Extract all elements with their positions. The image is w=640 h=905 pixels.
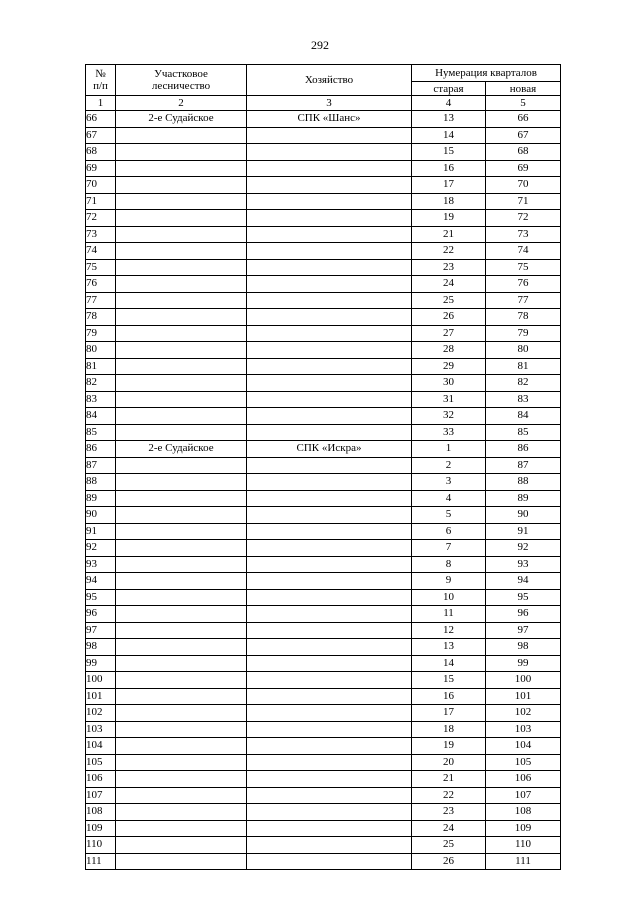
table-row: [86, 622, 561, 639]
row-number-cell: 88: [86, 474, 116, 491]
row-number-cell: 71: [86, 193, 116, 210]
new-quarter-cell: 103: [486, 721, 561, 738]
forestry-cell: [116, 474, 247, 491]
forestry-cell: [116, 408, 247, 425]
row-number-cell: 90: [86, 507, 116, 524]
new-quarter-cell: 92: [486, 540, 561, 557]
farm-cell: [247, 573, 412, 590]
forestry-cell: [116, 705, 247, 722]
forestry-cell: [116, 639, 247, 656]
farm-cell: [247, 721, 412, 738]
farm-cell: [247, 259, 412, 276]
row-number-cell: 78: [86, 309, 116, 326]
row-number-cell: 111: [86, 853, 116, 870]
farm-cell: [247, 127, 412, 144]
forestry-cell: [116, 556, 247, 573]
farm-cell: [247, 226, 412, 243]
table-row: [86, 507, 561, 524]
row-number-cell: 104: [86, 738, 116, 755]
row-number-cell: 81: [86, 358, 116, 375]
table-row: [86, 672, 561, 689]
old-quarter-cell: 1: [412, 441, 486, 458]
new-quarter-cell: 87: [486, 457, 561, 474]
farm-cell: [247, 474, 412, 491]
new-quarter-cell: 77: [486, 292, 561, 309]
farm-cell: [247, 606, 412, 623]
row-number-cell: 102: [86, 705, 116, 722]
old-quarter-cell: 23: [412, 804, 486, 821]
farm-cell: СПК «Шанс»: [247, 111, 412, 128]
new-quarter-cell: 111: [486, 853, 561, 870]
forestry-cell: [116, 606, 247, 623]
old-quarter-cell: 26: [412, 853, 486, 870]
row-number-cell: 67: [86, 127, 116, 144]
column-number: 2: [116, 96, 247, 111]
new-quarter-cell: 95: [486, 589, 561, 606]
farm-cell: [247, 391, 412, 408]
row-number-cell: 85: [86, 424, 116, 441]
farm-cell: [247, 342, 412, 359]
table-row: [86, 177, 561, 194]
header-numbering: Нумерация кварталов: [412, 65, 561, 82]
row-number-cell: 86: [86, 441, 116, 458]
new-quarter-cell: 90: [486, 507, 561, 524]
new-quarter-cell: 72: [486, 210, 561, 227]
old-quarter-cell: 6: [412, 523, 486, 540]
table-row: [86, 259, 561, 276]
table-row: [86, 424, 561, 441]
farm-cell: [247, 705, 412, 722]
table-row: [86, 820, 561, 837]
forestry-cell: [116, 523, 247, 540]
farm-cell: [247, 292, 412, 309]
row-number-cell: 99: [86, 655, 116, 672]
table-row: [86, 210, 561, 227]
new-quarter-cell: 100: [486, 672, 561, 689]
new-quarter-cell: 70: [486, 177, 561, 194]
old-quarter-cell: 2: [412, 457, 486, 474]
old-quarter-cell: 10: [412, 589, 486, 606]
old-quarter-cell: 24: [412, 276, 486, 293]
row-number-cell: 98: [86, 639, 116, 656]
forestry-cell: [116, 177, 247, 194]
old-quarter-cell: 11: [412, 606, 486, 623]
new-quarter-cell: 91: [486, 523, 561, 540]
table-row: [86, 754, 561, 771]
header-forestry: [116, 65, 247, 96]
new-quarter-cell: 81: [486, 358, 561, 375]
row-number-cell: 74: [86, 243, 116, 260]
table-row: [86, 358, 561, 375]
table-row: [86, 226, 561, 243]
old-quarter-cell: 3: [412, 474, 486, 491]
forestry-cell: [116, 259, 247, 276]
table-row: [86, 705, 561, 722]
old-quarter-cell: 22: [412, 787, 486, 804]
old-quarter-cell: 8: [412, 556, 486, 573]
new-quarter-cell: 68: [486, 144, 561, 161]
forestry-cell: [116, 738, 247, 755]
forestry-cell: [116, 210, 247, 227]
farm-cell: [247, 622, 412, 639]
old-quarter-cell: 13: [412, 639, 486, 656]
row-number-cell: 80: [86, 342, 116, 359]
farm-cell: [247, 325, 412, 342]
old-quarter-cell: 27: [412, 325, 486, 342]
table-row: [86, 804, 561, 821]
forestry-cell: [116, 540, 247, 557]
forestry-cell: [116, 325, 247, 342]
table-row: [86, 127, 561, 144]
farm-cell: [247, 639, 412, 656]
forestry-cell: [116, 853, 247, 870]
farm-cell: [247, 375, 412, 392]
farm-cell: [247, 655, 412, 672]
header-forestry-line1: Участковое: [154, 68, 208, 80]
row-number-cell: 101: [86, 688, 116, 705]
old-quarter-cell: 7: [412, 540, 486, 557]
forestry-cell: [116, 226, 247, 243]
new-quarter-cell: 88: [486, 474, 561, 491]
forest-quarter-table: [85, 64, 561, 870]
table-row: [86, 144, 561, 161]
table-body: [86, 111, 561, 870]
forestry-cell: [116, 507, 247, 524]
forestry-cell: [116, 622, 247, 639]
table-row: [86, 276, 561, 293]
farm-cell: [247, 144, 412, 161]
forestry-cell: [116, 457, 247, 474]
row-number-cell: 96: [86, 606, 116, 623]
old-quarter-cell: 22: [412, 243, 486, 260]
old-quarter-cell: 25: [412, 837, 486, 854]
forestry-cell: [116, 160, 247, 177]
farm-cell: [247, 358, 412, 375]
row-number-cell: 95: [86, 589, 116, 606]
forestry-cell: [116, 672, 247, 689]
new-quarter-cell: 69: [486, 160, 561, 177]
new-quarter-cell: 84: [486, 408, 561, 425]
forestry-cell: 2-е Судайское: [116, 441, 247, 458]
farm-cell: [247, 672, 412, 689]
forestry-cell: [116, 771, 247, 788]
table-row: [86, 589, 561, 606]
table-row: [86, 490, 561, 507]
old-quarter-cell: 23: [412, 259, 486, 276]
table-row: [86, 639, 561, 656]
new-quarter-cell: 74: [486, 243, 561, 260]
old-quarter-cell: 30: [412, 375, 486, 392]
row-number-cell: 108: [86, 804, 116, 821]
farm-cell: [247, 408, 412, 425]
row-number-cell: 92: [86, 540, 116, 557]
new-quarter-cell: 83: [486, 391, 561, 408]
old-quarter-cell: 14: [412, 655, 486, 672]
farm-cell: СПК «Искра»: [247, 441, 412, 458]
old-quarter-cell: 26: [412, 309, 486, 326]
farm-cell: [247, 276, 412, 293]
table-row: [86, 325, 561, 342]
row-number-cell: 69: [86, 160, 116, 177]
old-quarter-cell: 15: [412, 144, 486, 161]
header-number-line2: п/п: [93, 80, 108, 92]
header-new: новая: [486, 82, 561, 96]
old-quarter-cell: 9: [412, 573, 486, 590]
row-number-cell: 75: [86, 259, 116, 276]
table-row: [86, 606, 561, 623]
row-number-cell: 82: [86, 375, 116, 392]
old-quarter-cell: 24: [412, 820, 486, 837]
farm-cell: [247, 820, 412, 837]
row-number-cell: 84: [86, 408, 116, 425]
forestry-cell: [116, 490, 247, 507]
old-quarter-cell: 12: [412, 622, 486, 639]
new-quarter-cell: 106: [486, 771, 561, 788]
row-number-cell: 83: [86, 391, 116, 408]
row-number-cell: 79: [86, 325, 116, 342]
table-row: [86, 441, 561, 458]
table-row: [86, 457, 561, 474]
row-number-cell: 105: [86, 754, 116, 771]
row-number-cell: 107: [86, 787, 116, 804]
old-quarter-cell: 29: [412, 358, 486, 375]
old-quarter-cell: 19: [412, 738, 486, 755]
header-forestry-line2: лесничество: [151, 80, 211, 92]
table-row: [86, 523, 561, 540]
new-quarter-cell: 94: [486, 573, 561, 590]
old-quarter-cell: 5: [412, 507, 486, 524]
forestry-cell: [116, 787, 247, 804]
forestry-cell: [116, 589, 247, 606]
farm-cell: [247, 507, 412, 524]
table-row: [86, 375, 561, 392]
farm-cell: [247, 457, 412, 474]
forestry-cell: [116, 309, 247, 326]
new-quarter-cell: 104: [486, 738, 561, 755]
table-row: [86, 243, 561, 260]
forestry-cell: [116, 804, 247, 821]
new-quarter-cell: 80: [486, 342, 561, 359]
forestry-cell: [116, 342, 247, 359]
header-number: [86, 65, 116, 96]
table-row: [86, 160, 561, 177]
old-quarter-cell: 20: [412, 754, 486, 771]
farm-cell: [247, 804, 412, 821]
forestry-cell: [116, 754, 247, 771]
column-number: 3: [247, 96, 412, 111]
table-row: [86, 787, 561, 804]
farm-cell: [247, 688, 412, 705]
old-quarter-cell: 4: [412, 490, 486, 507]
new-quarter-cell: 76: [486, 276, 561, 293]
row-number-cell: 110: [86, 837, 116, 854]
table-row: [86, 391, 561, 408]
old-quarter-cell: 21: [412, 226, 486, 243]
table-row: [86, 721, 561, 738]
new-quarter-cell: 96: [486, 606, 561, 623]
farm-cell: [247, 787, 412, 804]
header-old: старая: [412, 82, 486, 96]
new-quarter-cell: 79: [486, 325, 561, 342]
table-row: [86, 771, 561, 788]
new-quarter-cell: 73: [486, 226, 561, 243]
forestry-cell: [116, 243, 247, 260]
forestry-cell: [116, 655, 247, 672]
new-quarter-cell: 78: [486, 309, 561, 326]
forestry-cell: [116, 375, 247, 392]
farm-cell: [247, 160, 412, 177]
column-number: 1: [86, 96, 116, 111]
new-quarter-cell: 66: [486, 111, 561, 128]
forestry-cell: [116, 837, 247, 854]
new-quarter-cell: 82: [486, 375, 561, 392]
old-quarter-cell: 33: [412, 424, 486, 441]
new-quarter-cell: 97: [486, 622, 561, 639]
forestry-cell: 2-е Судайское: [116, 111, 247, 128]
column-number: 5: [486, 96, 561, 111]
forestry-cell: [116, 358, 247, 375]
old-quarter-cell: 21: [412, 771, 486, 788]
new-quarter-cell: 89: [486, 490, 561, 507]
farm-cell: [247, 853, 412, 870]
farm-cell: [247, 177, 412, 194]
old-quarter-cell: 18: [412, 193, 486, 210]
table-row: [86, 688, 561, 705]
table-row: [86, 474, 561, 491]
forestry-cell: [116, 391, 247, 408]
old-quarter-cell: 17: [412, 177, 486, 194]
column-number: 4: [412, 96, 486, 111]
old-quarter-cell: 31: [412, 391, 486, 408]
row-number-cell: 87: [86, 457, 116, 474]
farm-cell: [247, 771, 412, 788]
new-quarter-cell: 107: [486, 787, 561, 804]
farm-cell: [247, 424, 412, 441]
table-row: [86, 309, 561, 326]
forestry-cell: [116, 688, 247, 705]
farm-cell: [247, 540, 412, 557]
new-quarter-cell: 93: [486, 556, 561, 573]
farm-cell: [247, 523, 412, 540]
row-number-cell: 100: [86, 672, 116, 689]
new-quarter-cell: 108: [486, 804, 561, 821]
new-quarter-cell: 101: [486, 688, 561, 705]
page-number: 292: [311, 38, 329, 52]
new-quarter-cell: 102: [486, 705, 561, 722]
header-number-line1: №: [95, 68, 106, 80]
table-row: [86, 540, 561, 557]
row-number-cell: 89: [86, 490, 116, 507]
forestry-cell: [116, 292, 247, 309]
row-number-cell: 103: [86, 721, 116, 738]
old-quarter-cell: 18: [412, 721, 486, 738]
row-number-cell: 70: [86, 177, 116, 194]
new-quarter-cell: 109: [486, 820, 561, 837]
farm-cell: [247, 210, 412, 227]
forestry-cell: [116, 276, 247, 293]
table-row: [86, 853, 561, 870]
row-number-cell: 77: [86, 292, 116, 309]
forestry-cell: [116, 193, 247, 210]
farm-cell: [247, 738, 412, 755]
old-quarter-cell: 28: [412, 342, 486, 359]
table-row: [86, 837, 561, 854]
new-quarter-cell: 98: [486, 639, 561, 656]
table-row: [86, 655, 561, 672]
table-row: [86, 292, 561, 309]
old-quarter-cell: 17: [412, 705, 486, 722]
old-quarter-cell: 13: [412, 111, 486, 128]
new-quarter-cell: 71: [486, 193, 561, 210]
row-number-cell: 109: [86, 820, 116, 837]
old-quarter-cell: 32: [412, 408, 486, 425]
farm-cell: [247, 837, 412, 854]
old-quarter-cell: 16: [412, 160, 486, 177]
farm-cell: [247, 243, 412, 260]
table-row: [86, 193, 561, 210]
table-row: [86, 342, 561, 359]
new-quarter-cell: 86: [486, 441, 561, 458]
forestry-cell: [116, 127, 247, 144]
table-row: [86, 738, 561, 755]
table-row: [86, 111, 561, 128]
old-quarter-cell: 15: [412, 672, 486, 689]
forestry-cell: [116, 424, 247, 441]
table-row: [86, 408, 561, 425]
row-number-cell: 72: [86, 210, 116, 227]
table-row: [86, 556, 561, 573]
row-number-cell: 66: [86, 111, 116, 128]
old-quarter-cell: 25: [412, 292, 486, 309]
forestry-cell: [116, 573, 247, 590]
row-number-cell: 91: [86, 523, 116, 540]
old-quarter-cell: 16: [412, 688, 486, 705]
column-number-row: [86, 96, 561, 111]
new-quarter-cell: 99: [486, 655, 561, 672]
row-number-cell: 76: [86, 276, 116, 293]
row-number-cell: 94: [86, 573, 116, 590]
new-quarter-cell: 67: [486, 127, 561, 144]
farm-cell: [247, 309, 412, 326]
row-number-cell: 68: [86, 144, 116, 161]
row-number-cell: 106: [86, 771, 116, 788]
forestry-cell: [116, 721, 247, 738]
forestry-cell: [116, 820, 247, 837]
row-number-cell: 97: [86, 622, 116, 639]
new-quarter-cell: 75: [486, 259, 561, 276]
old-quarter-cell: 19: [412, 210, 486, 227]
farm-cell: [247, 589, 412, 606]
row-number-cell: 93: [86, 556, 116, 573]
farm-cell: [247, 193, 412, 210]
new-quarter-cell: 110: [486, 837, 561, 854]
old-quarter-cell: 14: [412, 127, 486, 144]
forestry-cell: [116, 144, 247, 161]
new-quarter-cell: 105: [486, 754, 561, 771]
row-number-cell: 73: [86, 226, 116, 243]
header-farm: Хозяйство: [247, 65, 412, 96]
farm-cell: [247, 754, 412, 771]
table-row: [86, 573, 561, 590]
farm-cell: [247, 556, 412, 573]
farm-cell: [247, 490, 412, 507]
new-quarter-cell: 85: [486, 424, 561, 441]
